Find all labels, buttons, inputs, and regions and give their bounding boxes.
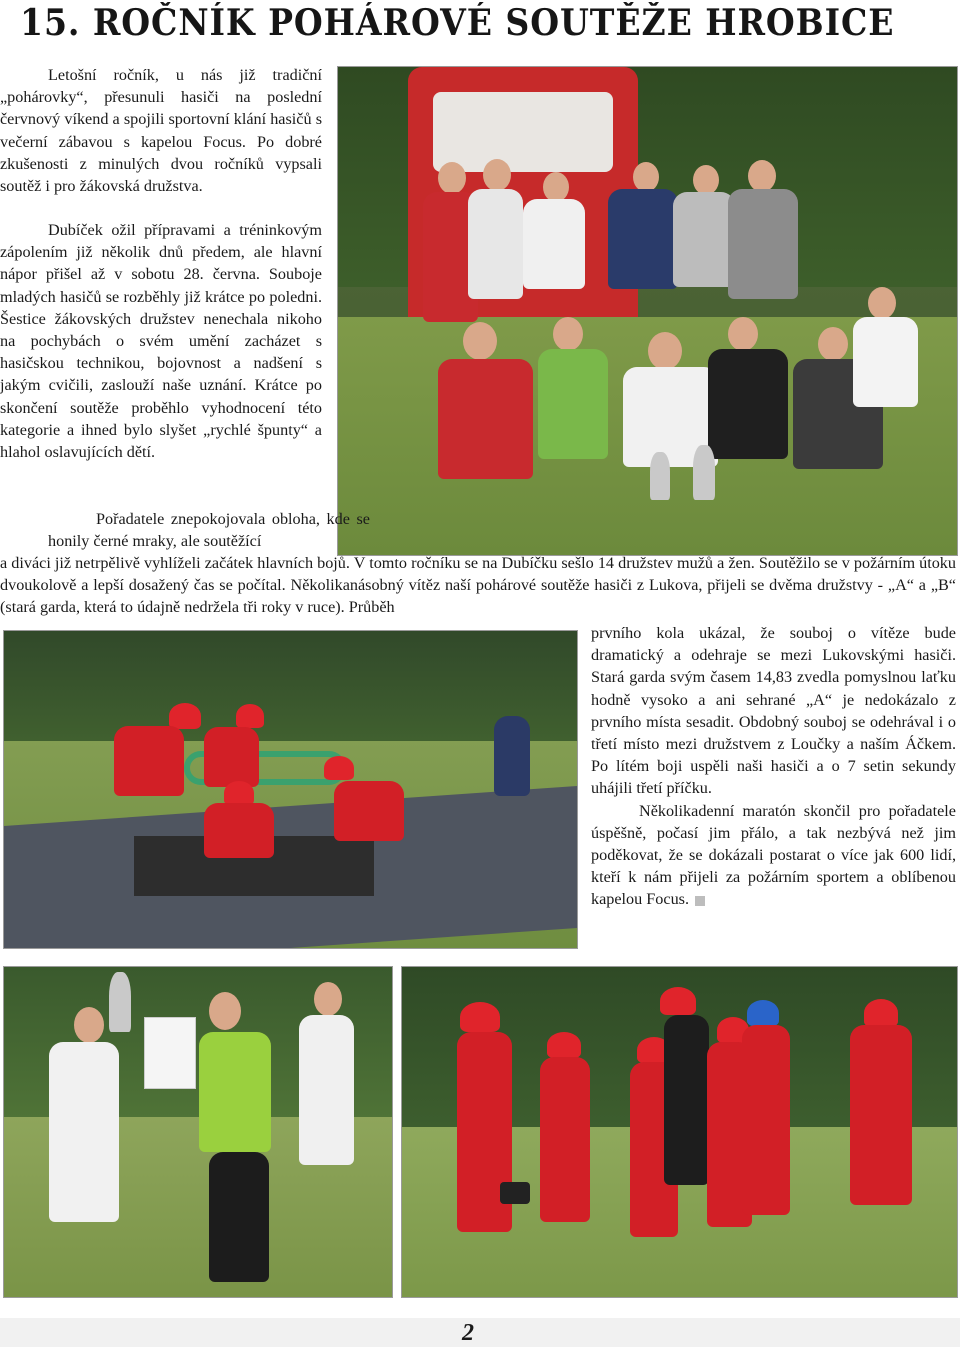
trophy (109, 972, 131, 1032)
person-head (648, 332, 682, 370)
article-title: 15. ROČNÍK POHÁROVÉ SOUTĚŽE HROBICE (20, 2, 895, 44)
paragraph-4-text: Několikadenní maratón skončil pro pořadatele úspěšně, počasí jim přálo, a tak nezbývá než jim poděkovat, že se dokázali postarat o více jak 600 lidí, kteří k nám přijeli za požárním sportem a oblíbenou kapelou Focus. (591, 801, 956, 909)
person-body (523, 199, 585, 289)
person-body (728, 189, 798, 299)
trophy (693, 445, 715, 500)
red-helmet (460, 1002, 500, 1032)
red-helmet (660, 987, 696, 1015)
person-body (664, 1015, 709, 1185)
text-column-left (0, 64, 322, 197)
person-body (114, 726, 184, 796)
paragraph-4 (591, 800, 956, 911)
person-body (608, 189, 678, 289)
person-body (850, 1025, 912, 1205)
footer-strip (0, 1318, 960, 1347)
person-head (74, 1007, 104, 1043)
red-helmet (236, 704, 264, 728)
person-legs (209, 1152, 269, 1282)
person-body (673, 192, 735, 287)
text-column-left-2 (0, 219, 322, 463)
end-of-article-mark (695, 896, 705, 906)
red-helmet (324, 756, 354, 780)
person-head (543, 172, 569, 202)
person-head (868, 287, 896, 319)
red-helmet (864, 999, 898, 1027)
person-body (468, 189, 523, 299)
photo-truck-cab (433, 92, 613, 172)
blue-helmet (747, 1000, 779, 1026)
person-head (693, 165, 719, 195)
person-head (818, 327, 848, 361)
page-number: 2 (462, 1320, 474, 1346)
red-helmet (169, 703, 201, 729)
person-body (438, 359, 533, 479)
person-body (199, 1032, 271, 1152)
paragraph-3-start: Pořadatele znepokojovala obloha, kde se honily černé mraky, ale soutěžící (48, 510, 370, 551)
person-head (553, 317, 583, 351)
person-body (49, 1042, 119, 1222)
person-head (728, 317, 758, 351)
person-head (633, 162, 659, 192)
person-head (314, 982, 342, 1016)
red-helmet (224, 781, 254, 805)
person-head (209, 992, 241, 1030)
person-body (204, 727, 259, 787)
photo-young-firefighters (401, 966, 958, 1298)
person-head (438, 162, 466, 194)
photo-trees (4, 631, 577, 741)
text-column-p3 (0, 508, 956, 552)
person-body (853, 317, 918, 407)
person-head (748, 160, 776, 192)
person-body (299, 1015, 354, 1165)
person-body (708, 349, 788, 459)
photo-team-group (337, 66, 958, 556)
spectator (494, 716, 530, 796)
tripod-camera (500, 1182, 530, 1204)
person-body (742, 1025, 790, 1215)
person-head (483, 159, 511, 191)
trophy (650, 452, 670, 500)
intro-paragraph: Letošní ročník, u nás již tradiční „pohárovky“, přesunuli hasiči na poslední červnový víkend a spojili sportovní klání hasičů s večerní zábavou s kapelou Focus. Po dobré zkušenosti z minulých dvou ročníků vypsali soutěž i pro žákovská družstva. (0, 66, 322, 196)
red-helmet (547, 1032, 581, 1058)
certificate (144, 1017, 196, 1089)
paragraph-3-rest: a diváci již netrpělivě vyhlíželi začátek hlavních bojů. V tomto ročníku se na Dubíčku sešlo 14 družstev mužů a žen. Soutěžilo se v požárním útoku dvoukolově a lepší dosažený čas se počítal. Několikanásobný vítěz naší pohárové soutěže hasiči z Lukova, přijeli se dvěma družstvy - „A“ a „B“ (stará garda, která to údajně nedržela tři roky v ruce). Průběh (0, 554, 956, 617)
text-column-right (591, 622, 956, 911)
text-p3-full (0, 552, 956, 619)
photo-spectators (3, 966, 393, 1298)
paragraph-2: Dubíček ožil přípravami a tréninkovým zápolením již několik dnů předem, ale hlavní nápor přišel až v sobotu 28. června. Souboje mladých hasičů se rozběhly již krátce po poledni. Šestice žákovských družstev nenechala nikoho na pochybách o svém umění zacházet s hasičskou technikou, bojovnost a nadšení s jakým cvičili, zaslouží naše uznání. Krátce po skončení soutěže proběhlo vyhodnocení této kategorie a ihned bylo slyšet „rychlé špunty“ a hlahol oslavujících dětí. (0, 221, 322, 462)
person-body (540, 1057, 590, 1222)
person-body (334, 781, 404, 841)
person-head (463, 322, 497, 360)
photo-fire-attack (3, 630, 578, 949)
person-body (538, 349, 608, 459)
person-body (204, 803, 274, 858)
paragraph-3-end: prvního kola ukázal, že souboj o vítěze bude dramatický a odehraje se mezi Lukovskými hasiči. Stará garda svým časem 14,83 zvedla pomyslnou laťku hodně vysoko a ani sehrané „A“ je nedokázalo z prvního místa sesadit. Obdobný souboj se odehrával i o třetí místo mezi družstvem z Loučky a naším Áčkem. Po lítém boji uspěli naši hasiči a o 7 setin sekundy uhájili třetí příčku. (591, 624, 956, 798)
